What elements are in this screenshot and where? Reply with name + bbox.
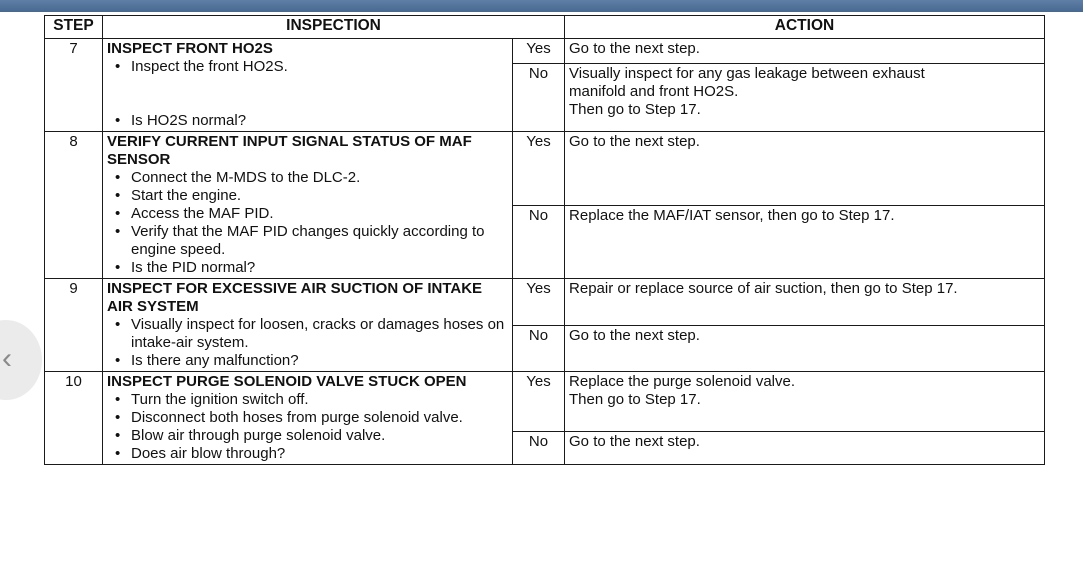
no-action: Go to the next step. (565, 325, 1045, 372)
inspection-cell (103, 372, 513, 465)
document-page (44, 15, 1045, 465)
chevron-left-icon: ‹ (2, 342, 12, 375)
bullet-item: • Disconnect both hoses from purge solenoid valve. (131, 409, 508, 427)
inspection-title: INSPECT FRONT HO2S (107, 40, 273, 57)
inspection-bullets (107, 169, 508, 277)
inspection-title: INSPECT FOR EXCESSIVE AIR SUCTION OF INTAKE AIR SYSTEM (107, 280, 483, 315)
yes-label: Yes (513, 132, 565, 206)
no-action: Replace the MAF/IAT sensor, then go to Step 17. (565, 205, 1045, 279)
no-label: No (513, 432, 565, 465)
yes-label: Yes (513, 39, 565, 64)
bullet-item: • Turn the ignition switch off. (131, 391, 508, 409)
bullet-item: • Does air blow through? (131, 445, 508, 463)
bullet-item: • Inspect the front HO2S. (131, 58, 508, 76)
inspection-title: VERIFY CURRENT INPUT SIGNAL STATUS OF MAF SENSOR (107, 133, 472, 168)
yes-label: Yes (513, 372, 565, 432)
inspection-cell (103, 39, 513, 132)
bullet-item: • Start the engine. (131, 187, 508, 205)
no-label: No (513, 205, 565, 279)
inspection-bullets (107, 391, 508, 463)
yes-label: Yes (513, 279, 565, 326)
inspection-bullets (107, 58, 508, 76)
yes-action: Replace the purge solenoid valve. Then go to Step 17. (565, 372, 1045, 432)
header-action: ACTION (565, 16, 1045, 39)
step-number: 10 (45, 372, 103, 465)
viewer-top-bar (0, 0, 1083, 12)
bullet-item: • Access the MAF PID. (131, 205, 508, 223)
table-header-row (45, 16, 1045, 39)
table-row (45, 372, 1045, 432)
no-label: No (513, 64, 565, 132)
step-number: 9 (45, 279, 103, 372)
table-row (45, 132, 1045, 206)
no-action: Visually inspect for any gas leakage between exhaust manifold and front HO2S. Then go to Step 17. (565, 64, 1045, 132)
step-number: 7 (45, 39, 103, 132)
inspection-title: INSPECT PURGE SOLENOID VALVE STUCK OPEN (107, 373, 467, 390)
inspection-cell (103, 132, 513, 279)
bullet-item: • Is there any malfunction? (131, 352, 508, 370)
bullet-item: • Blow air through purge solenoid valve. (131, 427, 508, 445)
yes-action: Repair or replace source of air suction, then go to Step 17. (565, 279, 1045, 326)
table-row (45, 39, 1045, 64)
header-step: STEP (45, 16, 103, 39)
table-row (45, 279, 1045, 326)
bullet-item: • Is HO2S normal? (131, 112, 508, 130)
inspection-table (44, 15, 1045, 465)
inspection-bullets (107, 112, 508, 130)
bullet-item: • Connect the M-MDS to the DLC-2. (131, 169, 508, 187)
yes-action: Go to the next step. (565, 132, 1045, 206)
bullet-item: • Visually inspect for loosen, cracks or damages hoses on intake-air system. (131, 316, 508, 352)
inspection-cell (103, 279, 513, 372)
no-action: Go to the next step. (565, 432, 1045, 465)
previous-page-button[interactable] (0, 320, 42, 400)
bullet-item: • Verify that the MAF PID changes quickly according to engine speed. (131, 223, 508, 259)
header-inspection: INSPECTION (103, 16, 565, 39)
inspection-bullets (107, 316, 508, 370)
no-label: No (513, 325, 565, 372)
step-number: 8 (45, 132, 103, 279)
bullet-item: • Is the PID normal? (131, 259, 508, 277)
yes-action: Go to the next step. (565, 39, 1045, 64)
